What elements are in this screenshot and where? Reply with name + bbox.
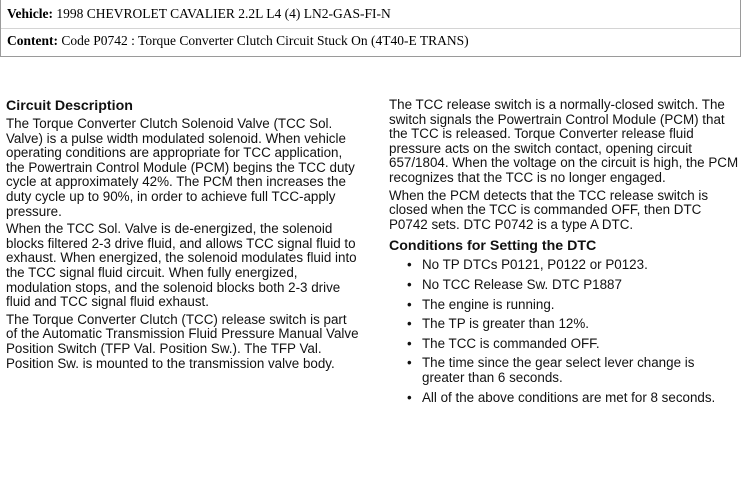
list-item — [407, 356, 739, 385]
conditions-list — [389, 258, 739, 405]
content-label: Content: — [7, 33, 58, 48]
paragraph: When the TCC Sol. Valve is de-energized, the solenoid blocks filtered 2-3 drive fluid, and allows TCC signal fluid to exhaust. When energized, the solenoid modulates fluid into the TCC signal fluid circuit. When fully energized, modulation stops, and the solenoid blocks both 2-3 drive fluid and TCC signal fluid exhaust. — [6, 221, 357, 310]
conditions-heading: Conditions for Setting the DTC — [389, 238, 597, 255]
bullet-icon: • — [407, 389, 412, 405]
paragraph: The TCC release switch is a normally-closed switch. The switch signals the Powertrain Control Module (PCM) that the TCC is released. Torque Converter release fluid pressure acts on the switch contact, opening circuit 657/1804. When the voltage on the circuit is high, the PCM recognizes that the TCC is no longer engaged. — [389, 97, 739, 185]
circuit-description-heading: Circuit Description — [6, 98, 133, 114]
list-item-text: The engine is running. — [422, 296, 555, 312]
vehicle-row — [7, 6, 391, 22]
list-item-text: The TCC is commanded OFF. — [422, 335, 600, 351]
document-header — [0, 0, 741, 57]
content-row — [7, 33, 469, 49]
vehicle-label: Vehicle: — [7, 6, 53, 21]
list-item-text: The TP is greater than 12%. — [422, 316, 589, 332]
bullet-icon: • — [407, 316, 412, 332]
list-item-text: No TP DTCs P0121, P0122 or P0123. — [422, 257, 648, 273]
list-item — [407, 258, 739, 273]
list-item — [407, 391, 739, 406]
bullet-icon: • — [407, 335, 412, 351]
paragraph: When the PCM detects that the TCC release switch is closed when the TCC is commanded OFF, then DTC P0742 sets. DTC P0742 is a type A DTC. — [389, 187, 709, 232]
list-item-text: The time since the gear select lever change is greater than 6 seconds. — [422, 355, 695, 385]
bullet-icon: • — [407, 257, 412, 273]
content-value: Code P0742 : Torque Converter Clutch Circuit Stuck On (4T40-E TRANS) — [61, 33, 469, 48]
header-divider — [1, 28, 740, 29]
bullet-icon: • — [407, 296, 412, 312]
paragraph: The Torque Converter Clutch (TCC) release switch is part of the Automatic Transmission Fluid Pressure Manual Valve Position Switch (TFP Val. Position Sw.). The TFP Val. Position Sw. is mounted to the transmission valve body. — [6, 311, 359, 371]
paragraph: The Torque Converter Clutch Solenoid Valve (TCC Sol. Valve) is a pulse width modulated solenoid. When vehicle operating conditions are appropriate for TCC application, the Powertrain Control Module (PCM) begins the TCC duty cycle at approximately 42%. The PCM then increases the duty cycle up to 90%, in order to achieve full TCC-apply pressure. — [6, 116, 355, 219]
left-column — [6, 98, 359, 374]
list-item-text: All of the above conditions are met for 8 seconds. — [422, 389, 716, 405]
list-item — [407, 337, 739, 352]
list-item — [407, 278, 739, 293]
bullet-icon: • — [407, 276, 412, 292]
list-item-text: No TCC Release Sw. DTC P1887 — [422, 276, 622, 292]
vehicle-value: 1998 CHEVROLET CAVALIER 2.2L L4 (4) LN2-GAS-FI-N — [56, 6, 391, 21]
right-column — [389, 98, 739, 410]
list-item — [407, 317, 739, 332]
list-item — [407, 298, 739, 313]
bullet-icon: • — [407, 355, 412, 371]
